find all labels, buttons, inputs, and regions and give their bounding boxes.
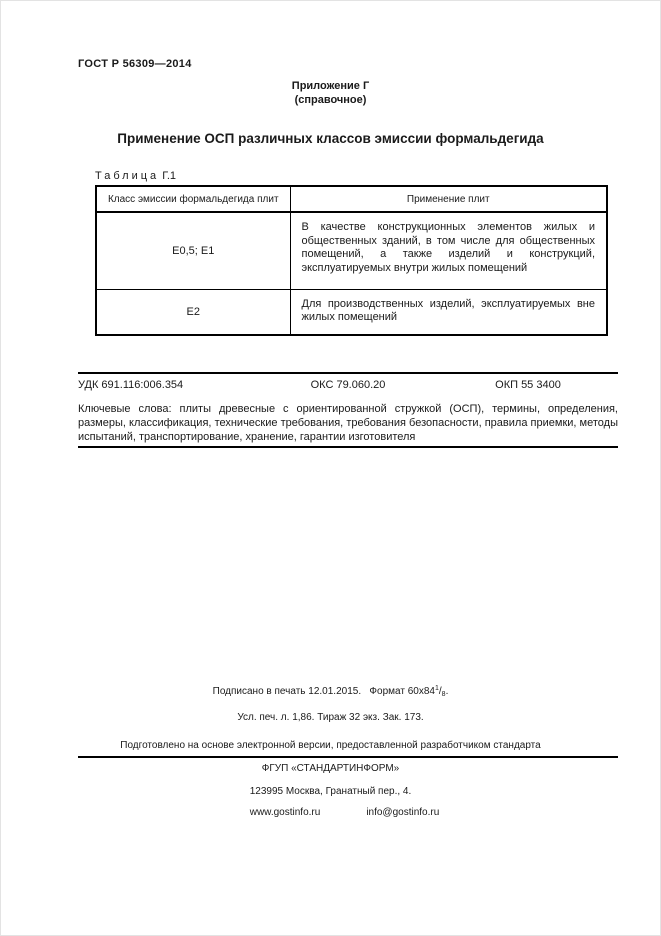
table-row <box>96 212 607 289</box>
table-label <box>95 170 176 182</box>
oks-code: ОКС 79.060.20 <box>310 379 386 391</box>
column-header-application: Применение плит <box>290 186 607 212</box>
application-cell: Для производственных изделий, эксплуатируемых вне жилых помещений <box>290 289 607 335</box>
print-info-prefix: Подписано в печать 12.01.2015. Формат 60х84 <box>212 686 435 697</box>
print-info-suffix: . <box>445 686 449 697</box>
emission-class-cell: Е2 <box>96 289 290 335</box>
page-title: Применение ОСП различных классов эмиссии формальдегида <box>117 131 544 146</box>
column-header-emission-class: Класс эмиссии формальдегида плит <box>96 186 290 212</box>
emission-class-cell: Е0,5; Е1 <box>96 212 290 289</box>
edition-info-line: Усл. печ. л. 1,86. Тираж 32 экз. Зак. 173. <box>237 712 424 723</box>
table-row <box>96 289 607 335</box>
table-label-word: Таблица <box>95 170 160 182</box>
horizontal-rule <box>78 446 618 448</box>
appendix-line1: Приложение Г <box>291 80 370 92</box>
appendix-line2: (справочное) <box>294 94 367 106</box>
email-link: info@gostinfo.ru <box>366 807 440 818</box>
emission-classes-table <box>95 185 608 336</box>
publisher-address: 123995 Москва, Гранатный пер., 4. <box>249 786 412 797</box>
doc-number: ГОСТ Р 56309—2014 <box>78 58 192 70</box>
udk-code: УДК 691.116:006.354 <box>78 379 184 391</box>
table-header-row <box>96 186 607 212</box>
appendix-heading <box>0 79 661 107</box>
print-info-line <box>0 685 661 698</box>
format-fraction: $^1/_8$ <box>434 685 446 698</box>
application-cell: В качестве конструкционных элементов жилых и общественных зданий, в том числе для общественных помещений, а также изделий и конструкций, эксплуатируемых внутри жилых помещений <box>290 212 607 289</box>
prepared-note: Подготовлено на основе электронной версии, предоставленной разработчиком стандарта <box>120 740 541 751</box>
website-link: www.gostinfo.ru <box>249 807 321 818</box>
classification-codes-row <box>78 372 618 391</box>
publisher-name: ФГУП «СТАНДАРТИНФОРМ» <box>261 763 400 774</box>
contact-links-row <box>0 807 661 818</box>
keywords-paragraph: Ключевые слова: плиты древесные с ориентированной стружкой (ОСП), термины, определения, размеры, классификация, технические требования, требования безопасности, правила приемки, методы испытаний, транспортирование, хранение, гарантии изготовителя <box>78 403 618 443</box>
okp-code: ОКП 55 3400 <box>495 379 561 391</box>
horizontal-rule <box>78 756 618 758</box>
table-label-number: Г.1 <box>162 170 176 182</box>
